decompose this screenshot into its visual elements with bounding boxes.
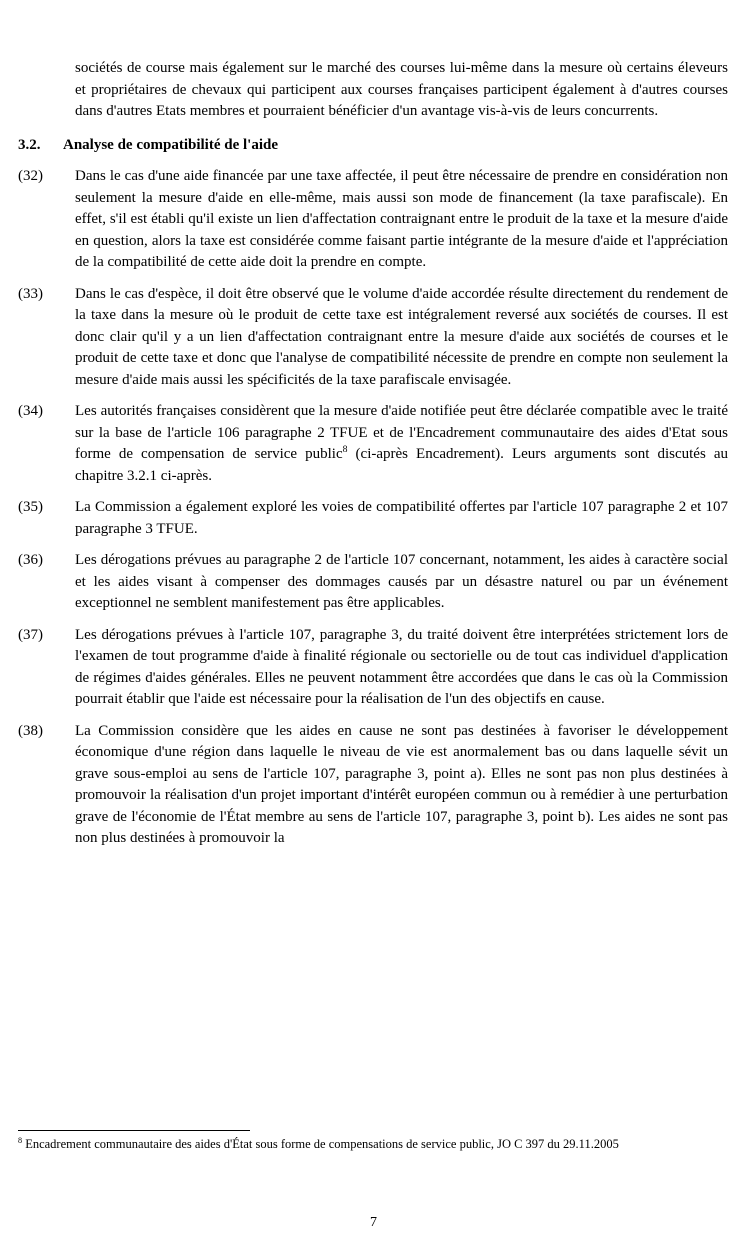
paragraph-text-part: Les autorités françaises considèrent que la mesure d'aide notifiée peut être déclarée compatible avec le traité sur la base de l'article 106 paragraphe 2 TFUE et de l'Encadrement communautaire des aides d'Etat sous forme de compensation de service public [75,403,728,462]
continuation-paragraph: sociétés de course mais également sur le marché des courses lui-même dans la mesure où certains éleveurs et propriétaires de chevaux qui participent aux courses françaises participent également à d'autres courses dans d'autres Etats membres et pourraient bénéficier d'un avantage vis-à-vis de leurs concurrents. [75,60,728,119]
numbered-paragraph-38 [18,721,728,850]
paragraph-text-part: (ci-après Encadrement). Leurs arguments sont discutés au chapitre 3.2.1 ci-après. [75,446,728,484]
paragraph-text: La Commission a également exploré les voies de compatibilité offertes par l'article 107 paragraphe 2 et 107 paragraphe 3 TFUE. [75,499,728,537]
numbered-paragraph-33 [18,284,728,392]
paragraph-text: Les dérogations prévues au paragraphe 2 de l'article 107 concernant, notamment, les aides à caractère social et les aides visant à compenser des dommages causés par un désastre naturel ou par un événement exceptionnel ne semblent manifestement pas être applicables. [75,552,728,611]
paragraph-number: (35) [18,499,43,515]
paragraph-text: Dans le cas d'une aide financée par une taxe affectée, il peut être nécessaire de prendre en considération non seulement la mesure d'aide en elle-même, mais aussi son mode de financement (la taxe parafiscale). En effet, s'il est établi qu'il existe un lien d'affectation contraignant entre le produit de la taxe et la mesure d'aide en question, alors la taxe est considérée comme faisant partie intégrante de la mesure d'aide et l'appréciation de la compatibilité de cette aide doit la prendre en compte. [75,168,728,270]
paragraph-text: Les dérogations prévues à l'article 107, paragraphe 3, du traité doivent être interprétées strictement lors de l'examen de tout programme d'aide à finalité régionale ou sectorielle ou de tout cas individuel d'application de régimes d'aides générales. Elles ne peuvent notamment être accordées que dans le cas où la Commission pourrait établir que l'aide est nécessaire pour la réalisation de l'un des objectifs en cause. [75,626,728,707]
paragraph-number: (37) [18,626,43,643]
paragraph-number: (38) [18,722,43,739]
footnote [18,1136,728,1153]
numbered-paragraph-37 [18,625,728,711]
numbered-paragraph-34 [18,401,728,487]
section-number: 3.2. [18,136,41,153]
paragraph-text [75,401,728,487]
footnote-text: Encadrement communautaire des aides d'État sous forme de compensations de service public, JO C 397 du 29.11.2005 [25,1137,619,1151]
paragraph-number: (33) [18,285,43,302]
footnote-marker: 8 [18,1135,23,1145]
numbered-paragraph-35 [18,497,728,540]
paragraph-text: La Commission considère que les aides en cause ne sont pas destinées à favoriser le développement économique d'une région dans laquelle le niveau de vie est anormalement bas ou dans laquelle sévit un grave sous-emploi au sens de l'article 107, paragraphe 3, point a). Elles ne sont pas non plus destinées à promouvoir la réalisation d'un projet important d'intérêt européen commun ou à remédier à une perturbation grave de l'économie de l'État membre au sens de l'article 107, paragraphe 3, point b). Les aides ne sont pas non plus destinées à promouvoir la [75,722,728,846]
footnote-section [18,1130,728,1153]
footnote-separator [18,1130,250,1131]
paragraph-number: (36) [18,552,43,568]
paragraph-number: (34) [18,403,43,419]
section-title: Analyse de compatibilité de l'aide [63,136,278,153]
numbered-paragraph-32 [18,166,728,274]
page-number: 7 [370,1215,377,1230]
section-heading [18,135,728,157]
numbered-paragraph-36 [18,550,728,615]
footnote-reference: 8 [342,444,348,455]
paragraph-number: (32) [18,168,43,184]
paragraph-text: Dans le cas d'espèce, il doit être observé que le volume d'aide accordée résulte directement du rendement de la taxe dans la mesure où le produit de cette taxe est intégralement reversé aux sociétés de courses. Il est donc clair qu'il y a un lien d'affectation contraignant entre la mesure d'aide aux sociétés de courses et le produit de cette taxe et donc que l'analyse de compatibilité nécessite de prendre en compte non seulement la mesure d'aide mais aussi les spécificités de la taxe parafiscale envisagée. [75,285,728,388]
